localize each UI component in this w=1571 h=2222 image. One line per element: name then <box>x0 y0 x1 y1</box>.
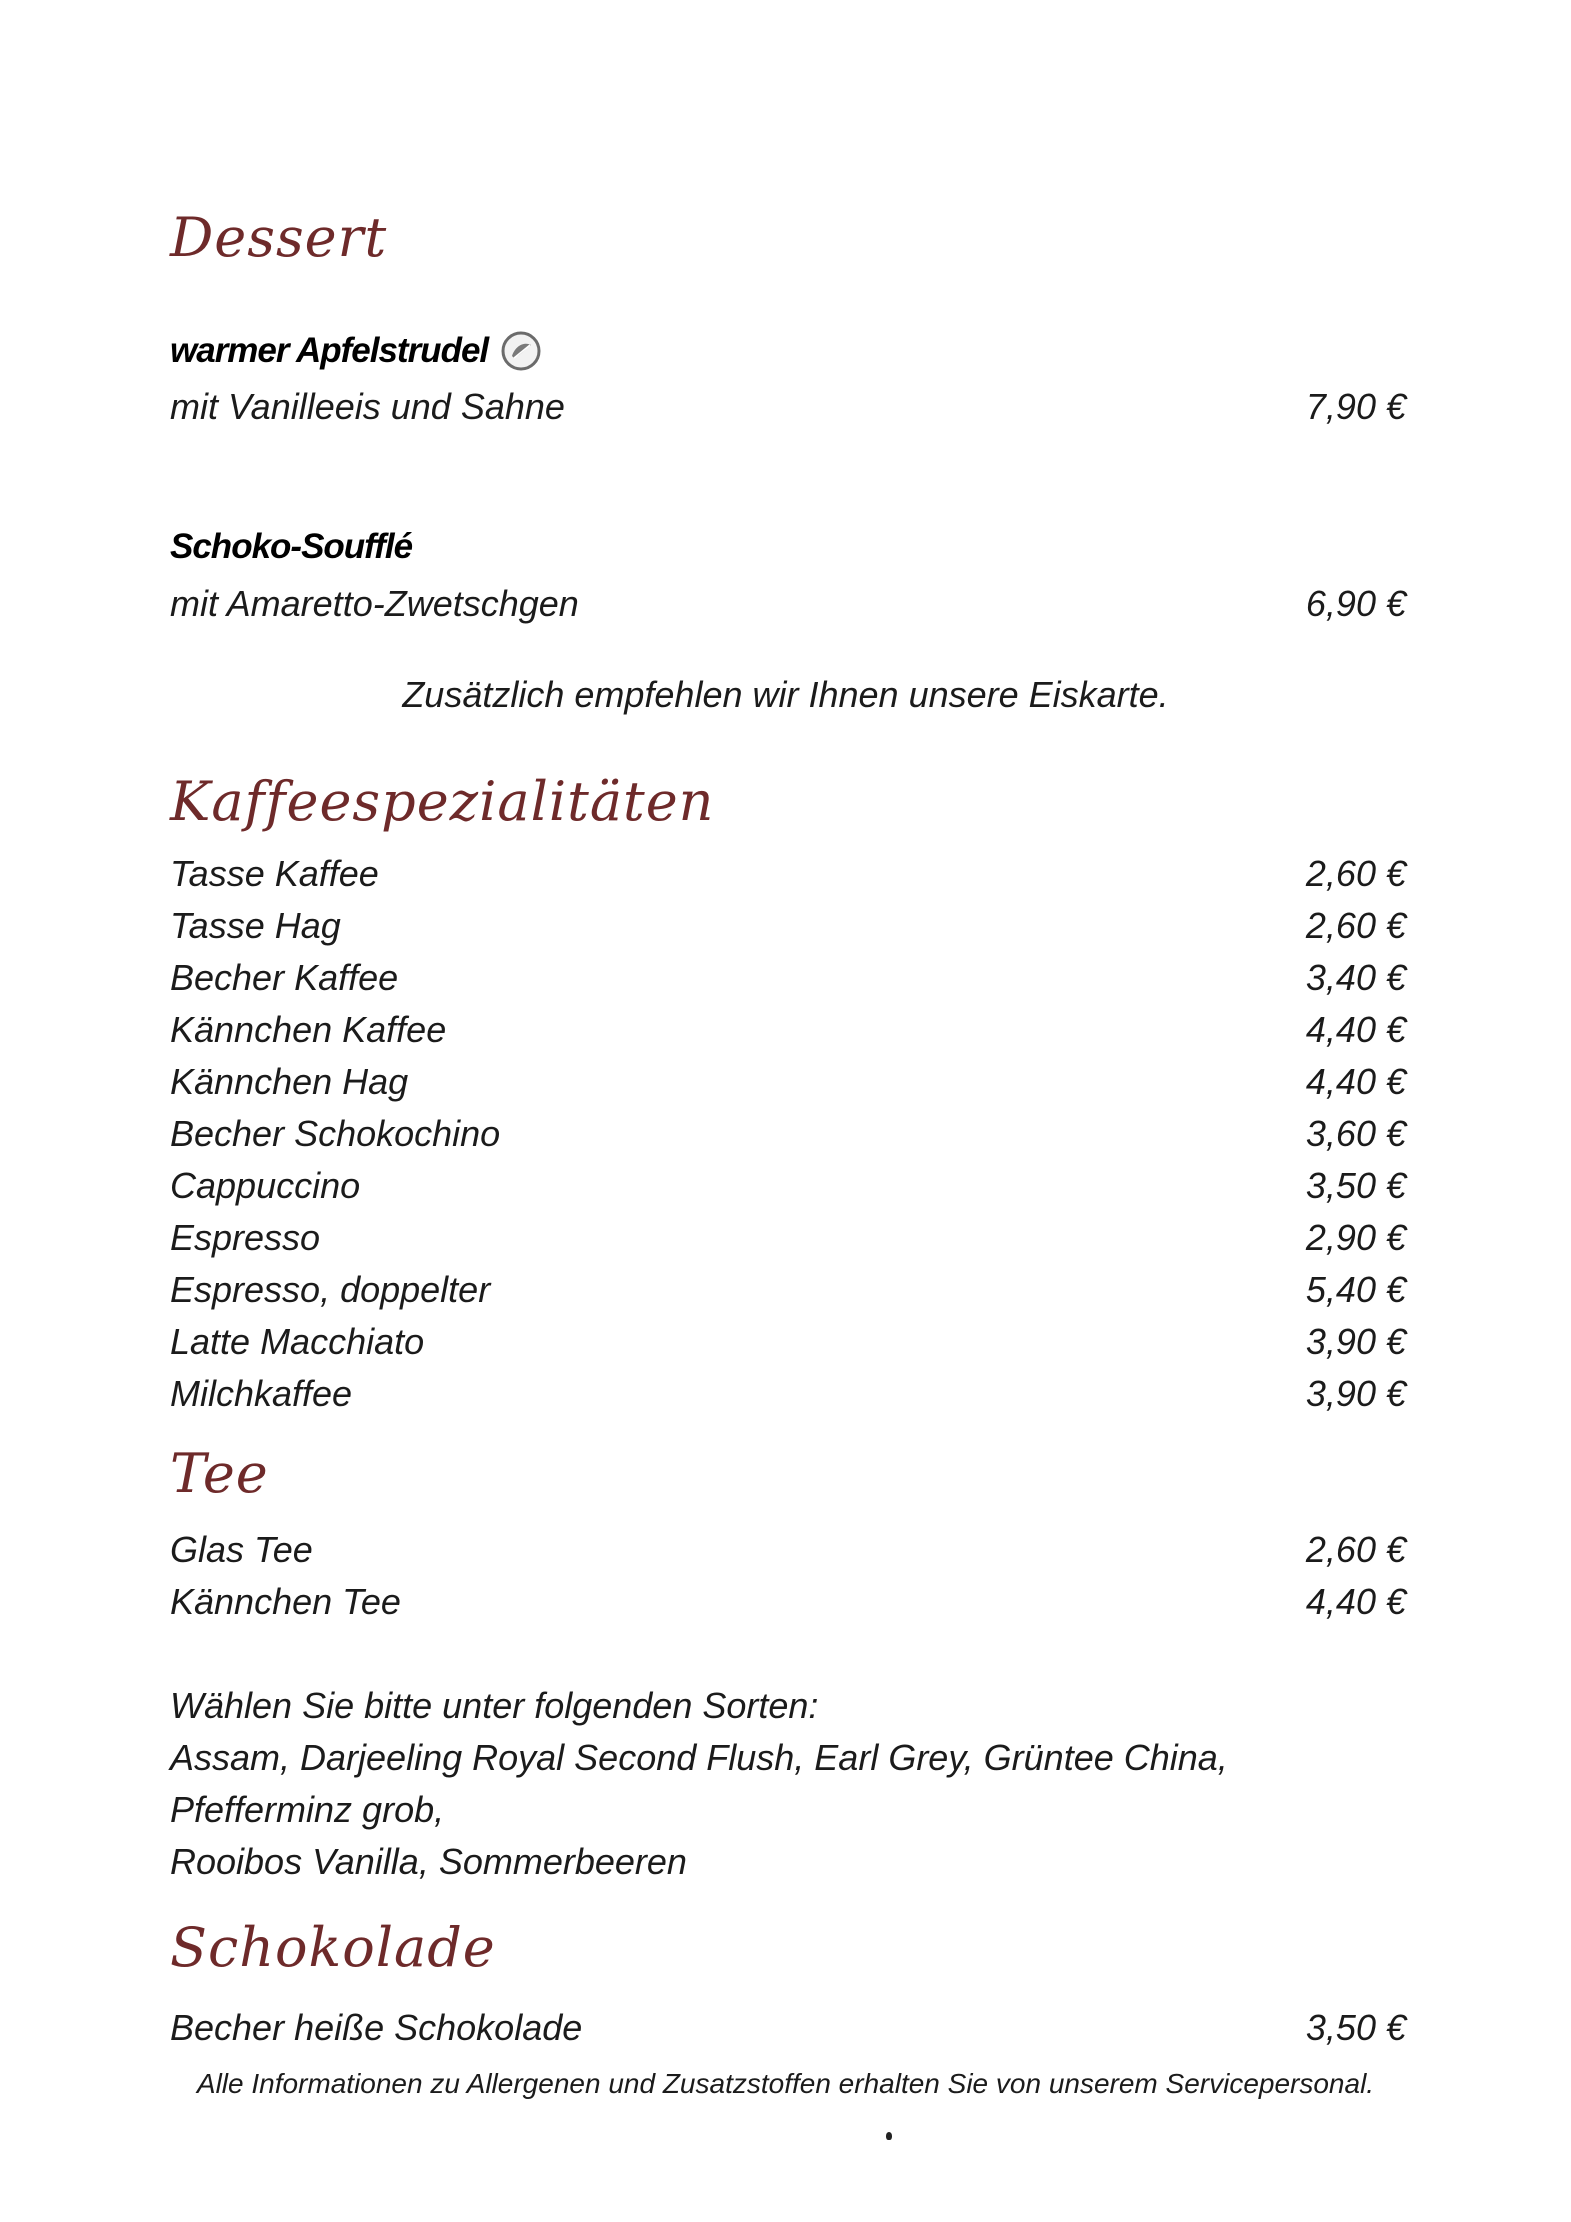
item-price: 3,50 € <box>1305 2007 1406 2048</box>
vegetarian-badge-icon <box>500 330 542 372</box>
item-name: Kännchen Hag <box>170 1061 409 1102</box>
item-price: 2,60 € <box>1305 905 1406 946</box>
list-item <box>170 1056 1406 1108</box>
dish-name-label: warmer Apfelstrudel <box>170 331 489 370</box>
item-price: 3,90 € <box>1305 1373 1406 1414</box>
list-item <box>170 1264 1406 1316</box>
dish-description: mit Vanilleeis und Sahne <box>170 386 565 427</box>
item-name: Glas Tee <box>170 1529 313 1570</box>
item-price: 2,60 € <box>1305 1529 1406 1570</box>
item-name: Milchkaffee <box>170 1373 353 1414</box>
list-item <box>170 1576 1406 1628</box>
item-price: 3,90 € <box>1305 1321 1406 1362</box>
item-price: 3,60 € <box>1305 1113 1406 1154</box>
list-item <box>170 2002 1406 2054</box>
item-price: 5,40 € <box>1305 1269 1406 1310</box>
item-name: Kännchen Tee <box>170 1581 401 1622</box>
item-name: Tasse Kaffee <box>170 853 379 894</box>
item-price: 3,40 € <box>1305 957 1406 998</box>
tea-sorts-line: Assam, Darjeeling Royal Second Flush, Earl Grey, Grüntee China, <box>170 1737 1228 1778</box>
item-price: 4,40 € <box>1305 1581 1406 1622</box>
dish-price: 7,90 € <box>1305 386 1406 427</box>
dish-description: mit Amaretto-Zwetschgen <box>170 583 579 624</box>
tea-sorts-line: Pfefferminz grob, <box>170 1789 445 1830</box>
list-item <box>170 952 1406 1004</box>
item-price: 4,40 € <box>1305 1009 1406 1050</box>
dish-name-label: Schoko-Soufflé <box>170 527 413 566</box>
item-price: 2,90 € <box>1305 1217 1406 1258</box>
item-name: Cappuccino <box>170 1165 361 1206</box>
item-name: Latte Macchiato <box>170 1321 425 1362</box>
list-item <box>170 1212 1406 1264</box>
list-item <box>170 1160 1406 1212</box>
section-title-kaffee: Kaffeespezialitäten <box>170 770 715 833</box>
list-item <box>170 1004 1406 1056</box>
section-title-dessert: Dessert <box>170 206 388 269</box>
section-title-tee: Tee <box>170 1442 269 1505</box>
dish-price: 6,90 € <box>1305 583 1406 624</box>
list-item <box>170 1524 1406 1576</box>
item-name: Espresso, doppelter <box>170 1269 491 1310</box>
item-name: Becher heiße Schokolade <box>170 2007 583 2048</box>
allergen-footer-note: Alle Informationen zu Allergenen und Zusatzstoffen erhalten Sie von unserem Servicepersonal. <box>196 2068 1375 2099</box>
eiskarte-note: Zusätzlich empfehlen wir Ihnen unsere Eiskarte. <box>402 674 1169 715</box>
item-name: Becher Kaffee <box>170 957 399 998</box>
page-mark <box>886 2132 892 2140</box>
item-price: 2,60 € <box>1305 853 1406 894</box>
item-name: Tasse Hag <box>170 905 341 946</box>
item-name: Becher Schokochino <box>170 1113 501 1154</box>
list-item <box>170 1108 1406 1160</box>
tea-sorts-intro: Wählen Sie bitte unter folgenden Sorten: <box>170 1685 819 1726</box>
list-item <box>170 848 1406 900</box>
list-item <box>170 1316 1406 1368</box>
tea-sorts-line: Rooibos Vanilla, Sommerbeeren <box>170 1841 687 1882</box>
item-price: 3,50 € <box>1305 1165 1406 1206</box>
item-name: Kännchen Kaffee <box>170 1009 447 1050</box>
item-price: 4,40 € <box>1305 1061 1406 1102</box>
list-item <box>170 900 1406 952</box>
dish-row-apfelstrudel <box>170 381 1406 433</box>
dish-name-soufflé <box>170 527 412 567</box>
list-item <box>170 1368 1406 1420</box>
dish-row-soufflé <box>170 578 1406 630</box>
section-title-schokolade: Schokolade <box>170 1916 496 1979</box>
dish-name-apfelstrudel <box>170 330 542 372</box>
item-name: Espresso <box>170 1217 321 1258</box>
